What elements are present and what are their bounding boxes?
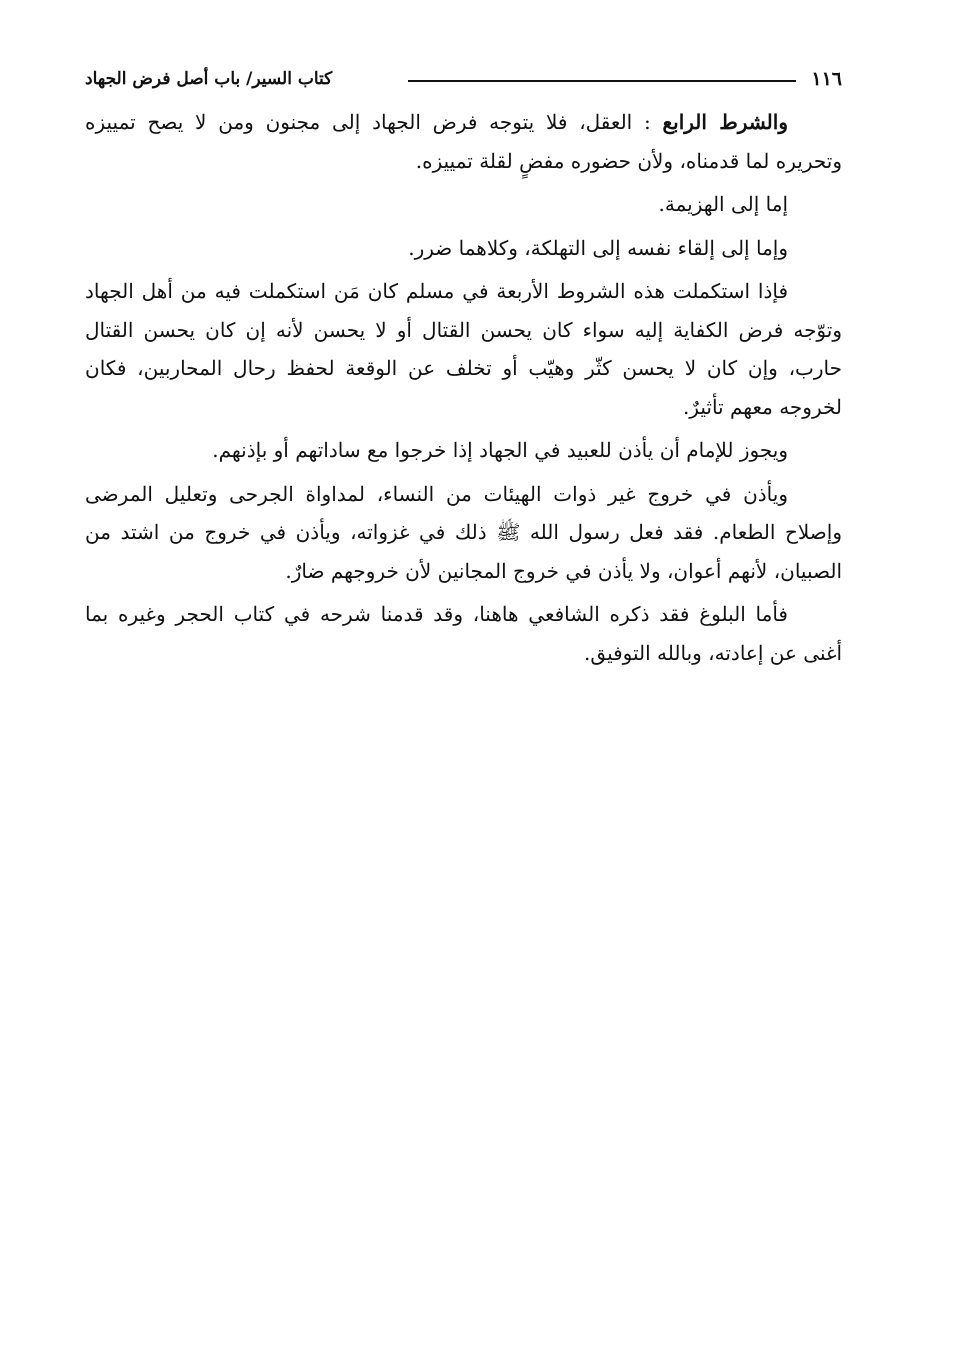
- running-title: كتاب السير/ باب أصل فرض الجهاد: [85, 69, 333, 89]
- paragraph-puberty: [85, 595, 842, 672]
- paragraph-text: إما إلى الهزيمة.: [658, 192, 788, 216]
- paragraph-slaves: [85, 431, 842, 470]
- paragraph-conditions-complete: [85, 272, 842, 426]
- paragraph-text: : العقل، فلا يتوجه فرض الجهاد إلى مجنون ومن لا يصح تمييزه وتحريره لما قدمناه، ولأن حضوره مفضٍ لقلة تمييزه.: [85, 110, 842, 173]
- page-header: [85, 64, 842, 96]
- paragraph-text: فأما البلوغ فقد ذكره الشافعي هاهنا، وقد قدمنا شرحه في كتاب الحجر وغيره بما أغنى عن إعادته، وبالله التوفيق.: [85, 602, 842, 665]
- paragraph-women-children: [85, 475, 842, 591]
- page-body: [85, 103, 842, 672]
- paragraph-fourth-condition: [85, 103, 842, 180]
- paragraph-lead: والشرط الرابع: [662, 110, 788, 134]
- paragraph-text: فإذا استكملت هذه الشروط الأربعة في مسلم كان مَن استكملت فيه من أهل الجهاد وتوّجه فرض الكفاية إليه سواء كان يحسن القتال أو لا يحسن لأنه إن كان يحسن القتال حارب، وإن كان لا يحسن كثّر وهيّب أو تخلف عن الوقعة لحفظ رحال المحاربين، فكان لخروجه معهم تأثيرٌ.: [85, 279, 842, 419]
- paragraph-text: وإما إلى إلقاء نفسه إلى التهلكة، وكلاهما ضرر.: [408, 235, 788, 260]
- header-rule: [408, 80, 796, 82]
- page-number: ١١٦: [811, 68, 842, 90]
- paragraph-destruction: [85, 229, 842, 268]
- paragraph-defeat: [85, 185, 842, 224]
- paragraph-text: ويجوز للإمام أن يأذن للعبيد في الجهاد إذا خرجوا مع ساداتهم أو بإذنهم.: [212, 438, 788, 462]
- paragraph-text: ويأذن في خروج غير ذوات الهيئات من النساء، لمداواة الجرحى وتعليل المرضى وإصلاح الطعام. فقد فعل رسول الله ﷺ ذلك في غزواته، ويأذن في خروج من اشتد من الصبيان، لأنهم أعوان، ولا يأذن في خروج المجانين لأن خروجهم ضارٌ.: [85, 481, 842, 583]
